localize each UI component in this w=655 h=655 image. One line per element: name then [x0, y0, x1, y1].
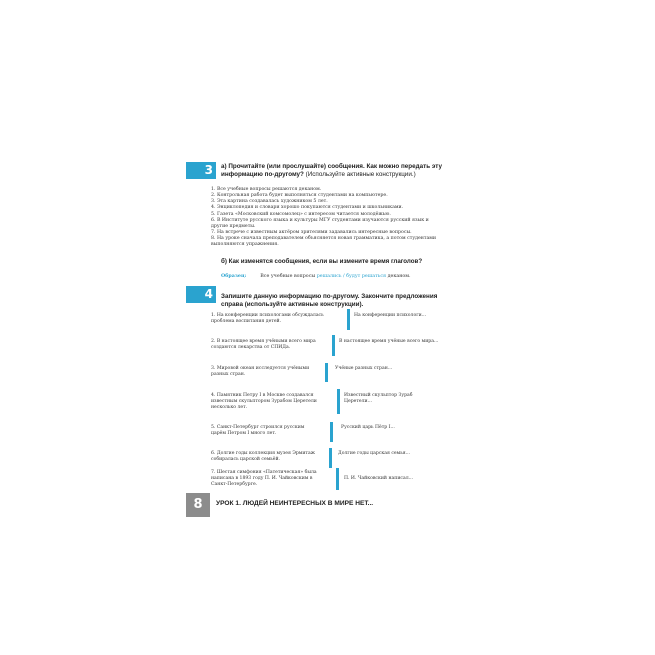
- pair-7-left: 7. Шестая симфония «Патетическая» была написана в 1893 году П. И. Чайковским в Санкт-Петербурге.: [211, 470, 317, 487]
- exercise-3-sentence-list: [211, 187, 446, 249]
- list-item: 3. Эта картина создавалась художником 5 лет.: [211, 199, 328, 205]
- pair-2-right: В настоящее время учёные всего мира...: [339, 339, 439, 344]
- list-item: 2. Контрольная работа будет выполняться студентами на компьютере.: [211, 193, 388, 199]
- exercise-4-title-text: Запишите данную информацию по-другому. Закончите предложения справа: [221, 293, 438, 308]
- exercise-4-number: 4: [186, 286, 216, 303]
- pair-6-bar: [329, 448, 332, 468]
- exercise-3-title-text: а) Прочитайте (или прослушайте) сообщения. Как можно передать эту информацию по-другому?: [221, 163, 442, 178]
- list-item: 7. На встрече с известным актёром зрителями задавались интересные вопросы.: [211, 230, 412, 236]
- list-item: 5. Газета «Московский комсомолец» с интересом читается молодёжью.: [211, 211, 391, 217]
- exercise-4-title-hint: (используйте активные конструкции).: [244, 301, 364, 308]
- pair-1-left: 1. На конференции психологами обсуждалась проблема воспитания детей.: [211, 313, 324, 324]
- pair-3-right: Учёные разных стран...: [335, 366, 393, 371]
- list-item: 8. На уроке сначала преподавателем объясняется новая грамматика, а потом студентами выполняются упражнения.: [211, 236, 437, 248]
- page-number: 8: [186, 493, 210, 517]
- exercise-3-title-hint: (Используйте активные конструкции.): [305, 171, 416, 178]
- exercise-3-title: [221, 163, 451, 179]
- pair-7-right: П. И. Чайковский написал...: [344, 476, 413, 481]
- pair-5-left: 5. Санкт-Петербург строился русским царём Петром I много лет.: [211, 425, 305, 436]
- list-item: 4. Энциклопедия и словари хорошо покупаются студентами и школьниками.: [211, 205, 404, 211]
- lesson-title: УРОК 1. ЛЮДЕЙ НЕИНТЕРЕСНЫХ В МИРЕ НЕТ...: [216, 500, 374, 507]
- pair-2-bar: [332, 335, 335, 356]
- pair-4-right: Известный скульптор Зураб Церетели...: [344, 393, 413, 404]
- example-text-pre: Все учебные вопросы: [260, 274, 317, 279]
- exercise-3b-title: б) Как изменятся сообщения, если вы измените время глаголов?: [221, 258, 423, 265]
- pair-3-left: 3. Мировой океан исследуется учёными разных стран.: [211, 366, 310, 377]
- pair-2-left: 2. В настоящее время учёными всего мира создаются лекарства от СПИДа.: [211, 339, 316, 350]
- pair-4-left: 4. Памятник Петру I в Москве создавался известным скульптором Зурабом Церетели несколько лет.: [211, 393, 317, 410]
- example-highlight: решались / будут решаться: [316, 274, 387, 279]
- pair-7-bar: [336, 468, 339, 490]
- pair-6-right: Долгие годы царская семья...: [338, 451, 411, 456]
- exercise-3-number: 3: [186, 162, 216, 179]
- example-text-post: деканом.: [386, 274, 411, 279]
- exercise-4-title: [221, 293, 451, 309]
- pair-1-bar: [347, 309, 350, 330]
- pair-1-right: На конференции психологи...: [354, 313, 427, 318]
- pair-5-right: Русский царь Пётр I...: [341, 425, 395, 430]
- list-item: 6. В Институте русского языка и культуры МГУ студентами изучаются русский язык и другие предметы.: [211, 217, 429, 229]
- pair-6-left: 6. Долгие годы коллекция музея Эрмитаж собиралась царской семьёй.: [211, 451, 315, 462]
- list-item: 1. Все учебные вопросы решаются деканом.: [211, 187, 322, 192]
- example-label: Образец:: [221, 273, 247, 279]
- pair-5-bar: [330, 422, 333, 442]
- example-row: [221, 273, 451, 280]
- pair-4-bar: [337, 389, 340, 414]
- pair-3-bar: [325, 363, 328, 382]
